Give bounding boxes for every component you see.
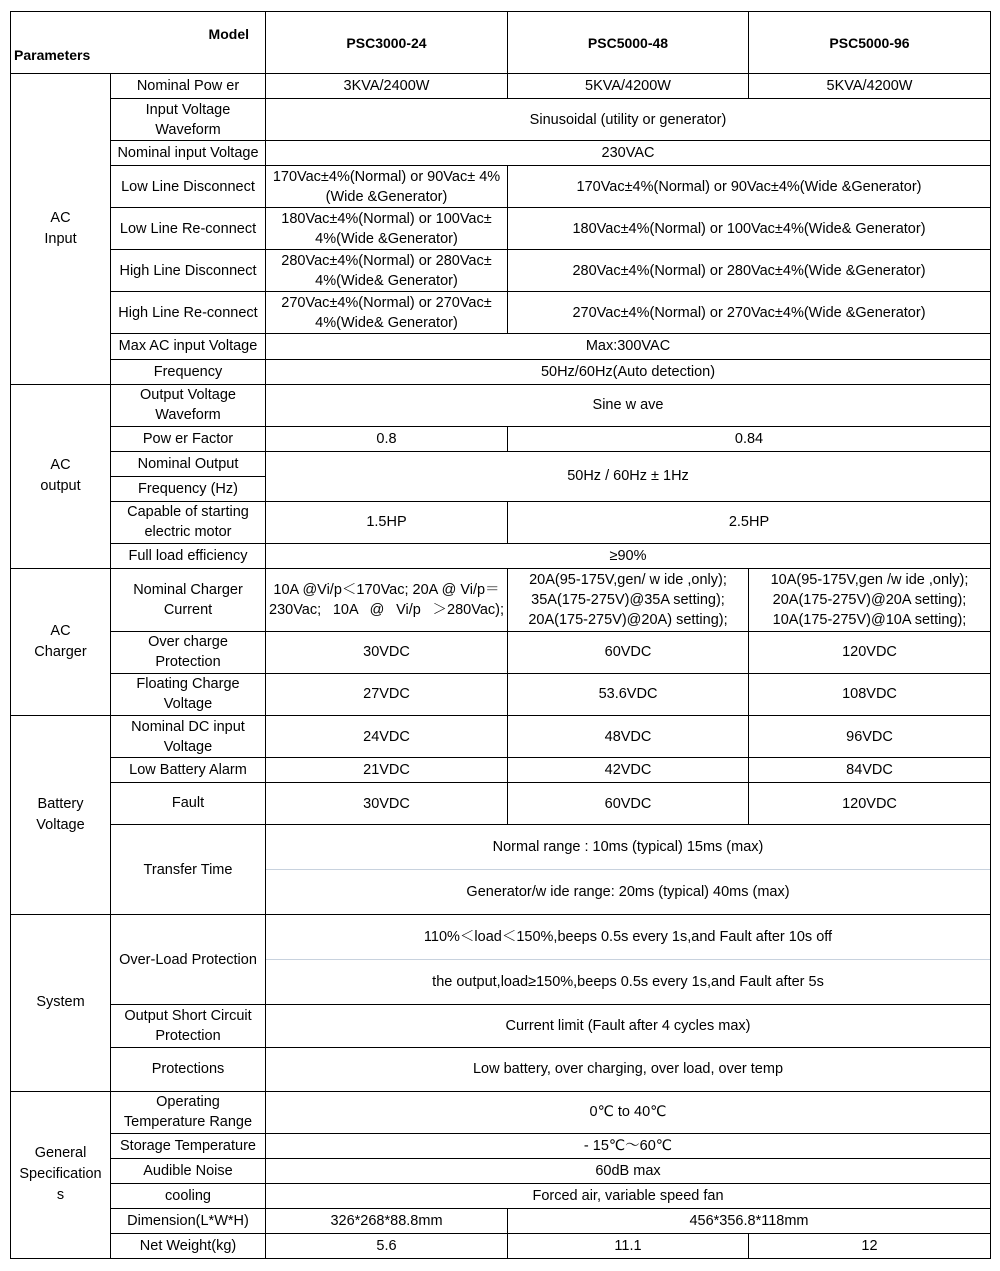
value-cell: 270Vac±4%(Normal) or 270Vac± 4%(Wide& Generator) xyxy=(266,292,508,334)
value-cell: 0℃ to 40℃ xyxy=(266,1091,991,1133)
value-cell: 230VAC xyxy=(266,141,991,166)
value-cell: Current limit (Fault after 4 cycles max) xyxy=(266,1005,991,1047)
param-label: Dimension(L*W*H) xyxy=(111,1208,266,1233)
param-label: High Line Re-connect xyxy=(111,292,266,334)
table-row xyxy=(11,631,991,673)
value-cell: 180Vac±4%(Normal) or 100Vac±4%(Wide& Generator) xyxy=(508,208,991,250)
param-label: Low Line Disconnect xyxy=(111,166,266,208)
param-label: Floating Charge Voltage xyxy=(111,673,266,715)
value-cell: 456*356.8*118mm xyxy=(508,1208,991,1233)
value-cell: Sinusoidal (utility or generator) xyxy=(266,99,991,141)
value-cell: 53.6VDC xyxy=(508,673,749,715)
value-cell: 27VDC xyxy=(266,673,508,715)
value-cell: Max:300VAC xyxy=(266,334,991,359)
value-cell: 280Vac±4%(Normal) or 280Vac±4%(Wide &Generator) xyxy=(508,250,991,292)
param-label: Output Voltage Waveform xyxy=(111,384,266,426)
spec-table-container xyxy=(10,11,990,1259)
table-row xyxy=(11,915,991,1005)
model-column-header: PSC3000-24 xyxy=(266,12,508,74)
value-cell: 60VDC xyxy=(508,783,749,825)
charger-current-line: 10A(95-175V,gen /w ide ,only); xyxy=(770,571,969,588)
param-label: Output Short Circuit Protection xyxy=(111,1005,266,1047)
value-cell: 120VDC xyxy=(749,783,991,825)
value-cell: 60dB max xyxy=(266,1158,991,1183)
model-column-header: PSC5000-48 xyxy=(508,12,749,74)
table-row xyxy=(11,334,991,359)
header-corner-cell xyxy=(11,12,266,74)
group-label-ac-charger: AC Charger xyxy=(11,568,111,715)
param-label: Input Voltage Waveform xyxy=(111,99,266,141)
group-label-ac-input: AC Input xyxy=(11,74,111,384)
value-cell: - 15℃～60℃ xyxy=(266,1133,991,1158)
value-cell: Low battery, over charging, over load, over temp xyxy=(266,1047,991,1091)
table-row xyxy=(11,758,991,783)
table-row xyxy=(11,1158,991,1183)
charger-current-line: 20A(95-175V,gen/ w ide ,only); xyxy=(529,571,727,588)
value-cell: 30VDC xyxy=(266,631,508,673)
table-row xyxy=(11,501,991,543)
header-row xyxy=(11,12,991,74)
transfer-time-normal: Normal range : 10ms (typical) 15ms (max) xyxy=(266,825,990,870)
value-cell: 84VDC xyxy=(749,758,991,783)
charger-current-line: 20A(175-275V)@20A setting); xyxy=(772,591,967,608)
value-cell xyxy=(749,568,991,631)
model-column-header: PSC5000-96 xyxy=(749,12,991,74)
table-row xyxy=(11,783,991,825)
param-label: Max AC input Voltage xyxy=(111,334,266,359)
charger-current-line: 10A(175-275V)@10A setting); xyxy=(772,611,967,628)
table-row xyxy=(11,384,991,426)
value-cell: 96VDC xyxy=(749,716,991,758)
param-label: Transfer Time xyxy=(111,825,266,915)
table-row xyxy=(11,568,991,631)
param-label: Operating Temperature Range xyxy=(111,1091,266,1133)
param-label: Low Battery Alarm xyxy=(111,758,266,783)
value-cell: Sine w ave xyxy=(266,384,991,426)
table-row xyxy=(11,292,991,334)
param-label: Protections xyxy=(111,1047,266,1091)
table-row xyxy=(11,359,991,384)
param-label: Nominal input Voltage xyxy=(111,141,266,166)
value-cell: Forced air, variable speed fan xyxy=(266,1183,991,1208)
charger-current-line: 20A(175-275V)@20A) setting); xyxy=(528,611,728,628)
value-cell: 280Vac±4%(Normal) or 280Vac± 4%(Wide& Generator) xyxy=(266,250,508,292)
table-row xyxy=(11,1208,991,1233)
value-cell: 10A @Vi/p＜170Vac; 20A @ Vi/p＝230Vac; 10A @ Vi/p ＞280Vac); xyxy=(266,568,508,631)
value-cell: 3KVA/2400W xyxy=(266,74,508,99)
table-row xyxy=(11,250,991,292)
value-cell: 50Hz / 60Hz ± 1Hz xyxy=(266,451,991,501)
value-cell: 24VDC xyxy=(266,716,508,758)
value-cell: 5KVA/4200W xyxy=(749,74,991,99)
param-label: Over charge Protection xyxy=(111,631,266,673)
group-label-system: System xyxy=(11,915,111,1091)
value-cell: 5.6 xyxy=(266,1233,508,1258)
param-label: Low Line Re-connect xyxy=(111,208,266,250)
table-row xyxy=(11,1047,991,1091)
table-row xyxy=(11,716,991,758)
param-label: Storage Temperature xyxy=(111,1133,266,1158)
value-cell: 108VDC xyxy=(749,673,991,715)
value-cell: 0.84 xyxy=(508,426,991,451)
value-cell: 21VDC xyxy=(266,758,508,783)
value-cell: ≥90% xyxy=(266,543,991,568)
value-cell: 42VDC xyxy=(508,758,749,783)
param-label: Nominal Charger Current xyxy=(111,568,266,631)
value-cell: 170Vac±4%(Normal) or 90Vac± 4%(Wide &Generator) xyxy=(266,166,508,208)
param-label: Nominal Pow er xyxy=(111,74,266,99)
value-cell: 0.8 xyxy=(266,426,508,451)
value-cell: 170Vac±4%(Normal) or 90Vac±4%(Wide &Generator) xyxy=(508,166,991,208)
param-label: High Line Disconnect xyxy=(111,250,266,292)
table-row xyxy=(11,1133,991,1158)
table-row xyxy=(11,208,991,250)
param-label: Capable of starting electric motor xyxy=(111,501,266,543)
value-cell xyxy=(266,825,991,915)
param-label: Net Weight(kg) xyxy=(111,1233,266,1258)
value-cell: 1.5HP xyxy=(266,501,508,543)
table-row xyxy=(11,166,991,208)
param-label: cooling xyxy=(111,1183,266,1208)
value-cell: 11.1 xyxy=(508,1233,749,1258)
param-label: Frequency xyxy=(111,359,266,384)
value-cell: 2.5HP xyxy=(508,501,991,543)
parameters-header-label: Parameters xyxy=(14,47,91,63)
table-row xyxy=(11,99,991,141)
table-row xyxy=(11,451,991,476)
charger-current-line: 35A(175-275V)@35A setting); xyxy=(531,591,725,608)
value-cell: 5KVA/4200W xyxy=(508,74,749,99)
table-row xyxy=(11,1091,991,1133)
value-cell: 180Vac±4%(Normal) or 100Vac± 4%(Wide &Generator) xyxy=(266,208,508,250)
table-row xyxy=(11,1183,991,1208)
value-cell: 48VDC xyxy=(508,716,749,758)
param-label: Over-Load Protection xyxy=(111,915,266,1005)
param-label: Frequency (Hz) xyxy=(111,476,266,501)
overload-line-1: 110%＜load＜150%,beeps 0.5s every 1s,and Fault after 10s off xyxy=(266,915,990,960)
table-row xyxy=(11,543,991,568)
table-row xyxy=(11,1005,991,1047)
value-cell: 120VDC xyxy=(749,631,991,673)
group-label-battery-voltage: Battery Voltage xyxy=(11,716,111,915)
value-cell: 30VDC xyxy=(266,783,508,825)
table-row xyxy=(11,426,991,451)
value-cell: 12 xyxy=(749,1233,991,1258)
param-label: Nominal Output xyxy=(111,451,266,476)
specification-table xyxy=(10,11,991,1259)
param-label: Pow er Factor xyxy=(111,426,266,451)
param-label: Nominal DC input Voltage xyxy=(111,716,266,758)
table-row xyxy=(11,825,991,915)
value-cell: 326*268*88.8mm xyxy=(266,1208,508,1233)
value-cell: 270Vac±4%(Normal) or 270Vac±4%(Wide &Generator) xyxy=(508,292,991,334)
table-row xyxy=(11,74,991,99)
model-header-label: Model xyxy=(208,26,249,42)
table-row xyxy=(11,1233,991,1258)
table-row xyxy=(11,141,991,166)
value-cell xyxy=(508,568,749,631)
table-row xyxy=(11,673,991,715)
param-label: Full load efficiency xyxy=(111,543,266,568)
value-cell xyxy=(266,915,991,1005)
value-cell: 60VDC xyxy=(508,631,749,673)
transfer-time-generator: Generator/w ide range: 20ms (typical) 40ms (max) xyxy=(466,884,790,901)
param-label: Audible Noise xyxy=(111,1158,266,1183)
group-label-general-specifications: General Specification s xyxy=(11,1091,111,1258)
group-label-ac-output: AC output xyxy=(11,384,111,568)
param-label: Fault xyxy=(111,783,266,825)
value-cell: 50Hz/60Hz(Auto detection) xyxy=(266,359,991,384)
overload-line-2: the output,load≥150%,beeps 0.5s every 1s,and Fault after 5s xyxy=(432,974,824,991)
